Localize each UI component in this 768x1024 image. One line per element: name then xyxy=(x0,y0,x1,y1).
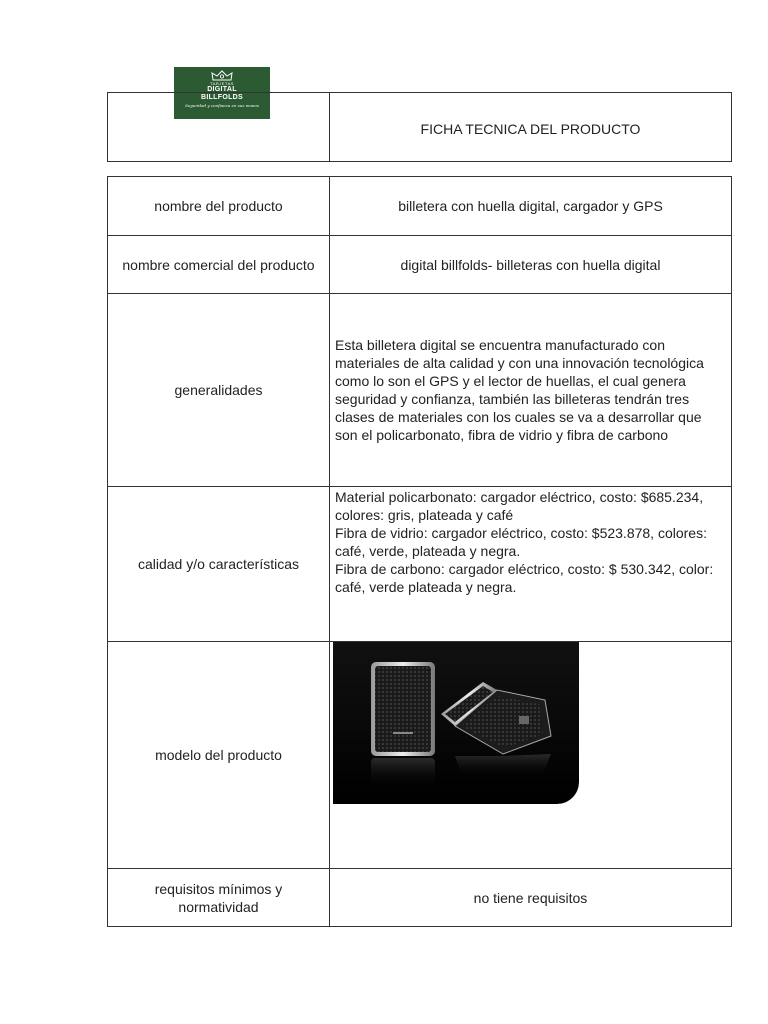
table-row xyxy=(108,487,732,642)
row-label-product-name: nombre del producto xyxy=(108,177,330,236)
header-table xyxy=(107,92,732,162)
row-value-model xyxy=(330,642,732,869)
logo-cell xyxy=(108,93,330,162)
table-row xyxy=(108,642,732,869)
logo-brand-line2: BILLFOLDS xyxy=(201,94,243,101)
row-label-overview: generalidades xyxy=(108,294,330,487)
quality-line-fibra-vidrio: Fibra de vidrio: cargador eléctrico, costo: $523.878, colores: café, verde, plateada y negra. xyxy=(335,525,707,559)
row-value-overview: Esta billetera digital se encuentra manufacturado con materiales de alta calidad y con una innovación tecnológica como lo son el GPS y el lector de huellas, el cual genera seguridad y confianza, también las billeteras tendrán tres clases de materiales con los cuales se va a desarrollar que son el policarbonato, fibra de vidrio y fibra de carbono xyxy=(330,294,732,487)
row-label-commercial-name: nombre comercial del producto xyxy=(108,236,330,294)
product-photo xyxy=(333,642,579,804)
quality-line-policarbonato: Material policarbonato: cargador eléctrico, costo: $685.234, colores: gris, plateada y café xyxy=(335,489,704,523)
row-label-requirements: requisitos mínimos y normatividad xyxy=(108,869,330,927)
page-title: FICHA TECNICA DEL PRODUCTO xyxy=(330,93,732,162)
crown-icon xyxy=(211,70,233,81)
row-value-commercial-name: digital billfolds- billeteras con huella digital xyxy=(330,236,732,294)
logo-small-text: TARJETAS xyxy=(210,81,234,86)
table-row xyxy=(108,294,732,487)
row-label-quality: calidad y/o características xyxy=(108,487,330,642)
logo-brand-line1: DIGITAL xyxy=(207,86,237,93)
logo-tagline: Seguridad y confianza en sus manos xyxy=(185,103,259,108)
table-row xyxy=(108,177,732,236)
row-value-quality xyxy=(330,487,732,642)
table-row xyxy=(108,869,732,927)
quality-line-fibra-carbono: Fibra de carbono: cargador eléctrico, costo: $ 530.342, color: café, verde plateada y negra. xyxy=(335,561,714,595)
product-spec-table xyxy=(107,176,732,927)
row-value-requirements: no tiene requisitos xyxy=(330,869,732,927)
table-row xyxy=(108,236,732,294)
row-label-model: modelo del producto xyxy=(108,642,330,869)
row-value-product-name: billetera con huella digital, cargador y GPS xyxy=(330,177,732,236)
